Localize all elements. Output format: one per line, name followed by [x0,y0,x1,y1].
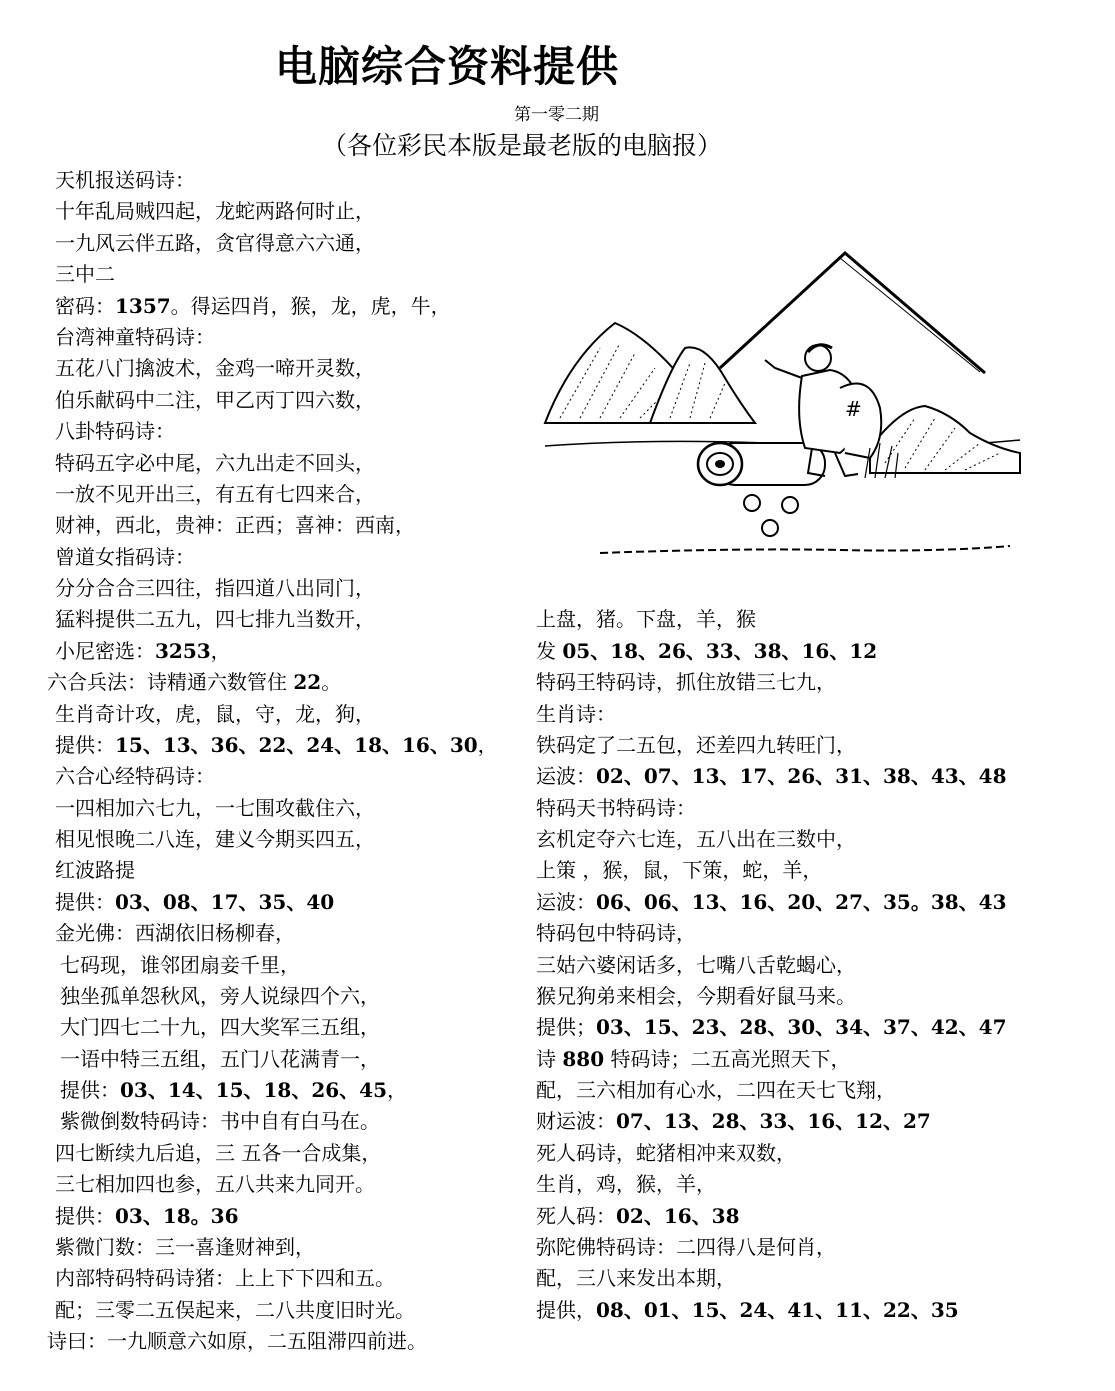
line-text: 提供： [55,890,115,914]
line-text: 发 [536,639,563,663]
line-suffix: 特码诗；二五高光照天下， [604,1047,851,1071]
line-text: 特码五字必中尾，六九出走不回头， [55,451,375,475]
line-numbers: 03、15、23、28、30、34、37、42、47 [596,1015,1007,1039]
line-text: 猴兄狗弟来相会，今期看好鼠马来。 [536,984,856,1008]
left-column-line [55,1204,239,1228]
line-text: 配；三零二五俣起来，二八共度旧时光。 [55,1298,415,1322]
left-column-line [60,1078,407,1102]
right-column-line [536,1109,931,1133]
line-text: 提供： [55,733,115,757]
line-text: 台湾神童特码诗： [55,325,215,349]
line-numbers: 05、18、26、33、38、16、12 [562,639,878,663]
left-column-line [60,1047,380,1071]
line-numbers: 07、13、28、33、16、12、27 [616,1109,931,1133]
left-column-line [55,1266,395,1290]
left-column-line [60,984,380,1008]
line-text: 一语中特三五组，五门八花满青一， [60,1047,380,1071]
line-numbers: 08、01、15、24、41、11、22、35 [596,1298,959,1322]
line-text: 特码王特码诗，抓住放错三七九， [536,670,836,694]
line-text: 弥陀佛特码诗：二四得八是何肖， [536,1235,836,1259]
line-numbers: 880 [562,1047,605,1071]
right-column-line [536,1235,836,1259]
line-text: 财神，西北，贵神：正西；喜神：西南， [55,513,415,537]
left-column-line [55,545,195,569]
line-suffix: ， [210,639,231,663]
left-column-line [55,827,375,851]
line-text: 死人码： [536,1204,616,1228]
line-text: 生肖，鸡，猴，羊， [536,1172,716,1196]
right-column-line [536,670,836,694]
left-column-line [55,702,375,726]
left-column-line [55,419,175,443]
left-column-line [55,294,451,318]
left-column-line [55,921,295,945]
left-column-line [55,607,375,631]
line-text: 提供： [60,1078,120,1102]
line-text: 三中二 [55,262,115,286]
line-text: 铁码定了二五包，还差四九转旺门， [536,733,856,757]
line-text: 一四相加六七九，一七围攻截住六， [55,796,375,820]
line-text: 一放不见开出三，有五有七四来合， [55,482,375,506]
line-suffix: ， [387,1078,407,1102]
left-column-line [55,858,135,882]
line-numbers: 22 [293,670,322,694]
left-column-line [55,451,375,475]
line-text: 独坐孤单怨秋风，旁人说绿四个六， [60,984,380,1008]
left-column-line [55,576,375,600]
line-text: 运波： [536,764,596,788]
right-column-line [536,1015,1007,1039]
left-column-line [55,1141,381,1165]
line-text: 大门四七二十九，四大奖军三五组， [60,1015,380,1039]
left-column-line [55,325,215,349]
right-column-line [536,890,1007,914]
line-numbers: 02、07、13、17、26、31、38、43、48 [596,764,1007,788]
line-text: 上策 ，猴，鼠，下策，蛇，羊， [536,858,823,882]
line-text: 配，三八来发出本期， [536,1266,736,1290]
right-column-line [536,1078,896,1102]
line-text: 运波： [536,890,596,914]
line-numbers: 3253 [155,639,211,663]
left-column-line [55,1172,375,1196]
line-text: 紫微门数：三一喜逢财神到， [55,1235,315,1259]
left-column-line [55,513,415,537]
line-suffix: 。得运四肖，猴，龙，虎，牛， [170,294,451,318]
line-text: 提供， [536,1298,596,1322]
line-text: 密码： [55,294,115,318]
left-column-line [55,168,195,192]
line-text: 三姑六婆闲话多，七嘴八舌乾蝎心， [536,953,856,977]
right-column-line [536,1141,796,1165]
line-text: 三七相加四也参，五八共来九同开。 [55,1172,375,1196]
right-column-line [536,702,616,726]
left-column-line [55,639,231,663]
line-text: 金光佛：西湖依旧杨柳春， [55,921,295,945]
line-text: 相见恨晚二八连，建义今期买四五， [55,827,375,851]
right-column-line [536,984,856,1008]
line-text: 上盘，猪。下盘，羊，猴 [536,607,756,631]
left-column-line [55,199,375,223]
line-text: 紫微倒数特码诗：书中自有白马在。 [60,1109,380,1133]
line-text: 红波路提 [55,858,135,882]
line-text: 十年乱局贼四起，龙蛇两路何时止， [55,199,375,223]
line-text: 特码天书特码诗： [536,796,696,820]
page-subtitle: （各位彩民本版是最老版的电脑报） [322,131,723,160]
line-text: 生肖奇计攻，虎，鼠，守，龙，狗， [55,702,375,726]
right-column-line [536,1172,716,1196]
line-text: 曾道女指码诗： [55,545,195,569]
basket-mark: # [845,397,862,421]
right-column-line [536,953,856,977]
left-column-line [47,670,341,694]
line-text: 分分合合三四往，指四道八出同门， [55,576,375,600]
left-column-line [60,1015,380,1039]
line-numbers: 03、08、17、35、40 [115,890,335,914]
line-numbers: 1357 [115,294,171,318]
line-text: 四七断续九后追，三 五各一合成集， [55,1141,382,1165]
right-column-line [536,796,696,820]
left-column-line [55,356,375,380]
right-column-line [536,1204,740,1228]
page-title: 电脑综合资料提供 [275,42,620,91]
line-text: 玄机定夺六七连，五八出在三数中， [536,827,856,851]
right-column-line [536,639,877,663]
left-column-line [55,1235,315,1259]
left-column-line [55,262,115,286]
left-column-line [55,231,375,255]
right-column-line [536,858,822,882]
left-column-line [55,764,215,788]
right-column-line [536,607,756,631]
fisherman-sketch-icon [540,248,1030,568]
line-text: 提供： [55,1204,115,1228]
line-text: 六合兵法：诗精通六数管住 [47,670,294,694]
right-column-line [536,1047,850,1071]
line-text: 八卦特码诗： [55,419,175,443]
left-column-line [55,796,375,820]
line-text: 生肖诗： [536,702,616,726]
line-text: 天机报送码诗： [55,168,195,192]
line-text: 小尼密选： [55,639,155,663]
line-text: 一九风云伴五路，贪官得意六六通， [55,231,375,255]
left-column-line [55,890,334,914]
right-column-line [536,1266,736,1290]
issue-number: 第一零二期 [514,105,599,125]
line-text: 五花八门擒波术，金鸡一啼开灵数， [55,356,375,380]
line-text: 财运波： [536,1109,616,1133]
line-text: 诗 [536,1047,563,1071]
line-suffix: ， [477,733,498,757]
line-text: 特码包中特码诗， [536,921,696,945]
left-column-line [55,733,498,757]
line-numbers: 06、06、13、16、20、27、35。38、43 [596,890,1007,914]
line-text: 配，三六相加有心水，二四在天七飞翔， [536,1078,896,1102]
line-text: 六合心经特码诗： [55,764,215,788]
right-column-line [536,733,856,757]
line-numbers: 03、14、15、18、26、45 [120,1078,387,1102]
right-column-line [536,764,1007,788]
line-text: 内部特码特码诗猪：上上下下四和五。 [55,1266,395,1290]
line-text: 七码现，谁邻团扇妾千里， [60,953,300,977]
line-suffix: 。 [321,670,342,694]
left-column-line [55,482,375,506]
right-column-line [536,921,696,945]
line-text: 伯乐献码中二注，甲乙丙丁四六数， [55,388,375,412]
line-text: 提供； [536,1015,596,1039]
line-text: 猛料提供二五九，四七排九当数开， [55,607,375,631]
line-text: 死人码诗，蛇猪相冲来双数， [536,1141,796,1165]
left-column-line [60,1109,380,1133]
left-column-line [47,1329,427,1353]
line-text: 诗曰：一九顺意六如原，二五阻滞四前进。 [47,1329,427,1353]
left-column-line [55,388,375,412]
line-numbers: 15、13、36、22、24、18、16、30 [115,733,478,757]
left-column-line [60,953,300,977]
line-numbers: 03、18。36 [115,1204,239,1228]
left-column-line [55,1298,415,1322]
right-column-line [536,827,856,851]
right-column-line [536,1298,959,1322]
line-numbers: 02、16、38 [616,1204,740,1228]
